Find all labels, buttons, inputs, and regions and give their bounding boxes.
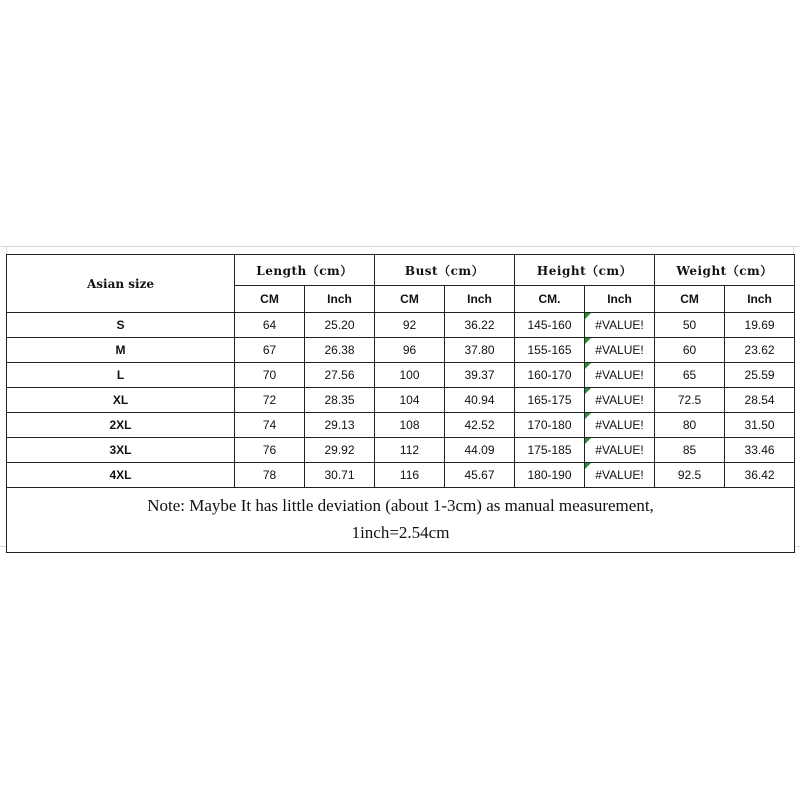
cell-length-cm: 64	[235, 313, 305, 338]
cell-weight-in: 31.50	[725, 413, 795, 438]
cell-height-in: #VALUE!	[585, 463, 655, 488]
cell-weight-cm: 85	[655, 438, 725, 463]
corner-label: Asian size	[7, 255, 235, 313]
cell-height-cm: 170-180	[515, 413, 585, 438]
table-row	[7, 463, 795, 488]
cell-weight-in: 36.42	[725, 463, 795, 488]
group-header-row	[7, 255, 795, 286]
cell-weight-cm: 92.5	[655, 463, 725, 488]
cell-bust-cm: 104	[375, 388, 445, 413]
cell-bust-in: 37.80	[445, 338, 515, 363]
cell-bust-cm: 96	[375, 338, 445, 363]
cell-height-in: #VALUE!	[585, 413, 655, 438]
cell-weight-cm: 60	[655, 338, 725, 363]
cell-weight-cm: 65	[655, 363, 725, 388]
cell-bust-in: 42.52	[445, 413, 515, 438]
cell-height-cm: 145-160	[515, 313, 585, 338]
subheader-length-cm: CM	[235, 286, 305, 313]
subheader-weight-cm: CM	[655, 286, 725, 313]
cell-height-in: #VALUE!	[585, 388, 655, 413]
cell-bust-in: 40.94	[445, 388, 515, 413]
size-label: L	[7, 363, 235, 388]
subheader-weight-inch: Inch	[725, 286, 795, 313]
note-conversion: 1inch=2.54cm	[351, 523, 450, 542]
cell-height-cm: 165-175	[515, 388, 585, 413]
cell-weight-in: 23.62	[725, 338, 795, 363]
cell-bust-cm: 116	[375, 463, 445, 488]
cell-bust-cm: 92	[375, 313, 445, 338]
cell-bust-in: 45.67	[445, 463, 515, 488]
cell-bust-in: 44.09	[445, 438, 515, 463]
cell-height-in: #VALUE!	[585, 438, 655, 463]
cell-length-in: 26.38	[305, 338, 375, 363]
cell-bust-in: 36.22	[445, 313, 515, 338]
table-row	[7, 438, 795, 463]
cell-length-cm: 78	[235, 463, 305, 488]
cell-bust-cm: 108	[375, 413, 445, 438]
cell-length-cm: 76	[235, 438, 305, 463]
table-row	[7, 338, 795, 363]
note-cell	[7, 488, 795, 553]
table-row	[7, 313, 795, 338]
group-header-length: Length（cm）	[235, 255, 375, 286]
note-text: Note: Maybe It has little deviation (about 1-3cm) as manual measurement,	[147, 496, 654, 515]
cell-height-cm: 160-170	[515, 363, 585, 388]
cell-length-in: 30.71	[305, 463, 375, 488]
cell-weight-cm: 50	[655, 313, 725, 338]
cell-length-cm: 74	[235, 413, 305, 438]
cell-height-cm: 180-190	[515, 463, 585, 488]
cell-length-in: 29.13	[305, 413, 375, 438]
cell-bust-cm: 100	[375, 363, 445, 388]
table-row	[7, 363, 795, 388]
table-row	[7, 388, 795, 413]
group-header-weight: Weight（cm）	[655, 255, 795, 286]
cell-height-in: #VALUE!	[585, 313, 655, 338]
size-chart-table	[6, 254, 795, 553]
group-header-height: Height（cm）	[515, 255, 655, 286]
cell-weight-in: 19.69	[725, 313, 795, 338]
cell-weight-cm: 72.5	[655, 388, 725, 413]
table-row	[7, 413, 795, 438]
cell-weight-in: 25.59	[725, 363, 795, 388]
cell-length-cm: 70	[235, 363, 305, 388]
cell-length-in: 25.20	[305, 313, 375, 338]
subheader-length-inch: Inch	[305, 286, 375, 313]
cell-length-cm: 67	[235, 338, 305, 363]
size-label: M	[7, 338, 235, 363]
cell-height-cm: 155-165	[515, 338, 585, 363]
sheet-gridline	[0, 246, 800, 247]
cell-length-in: 27.56	[305, 363, 375, 388]
size-label: 4XL	[7, 463, 235, 488]
cell-height-in: #VALUE!	[585, 363, 655, 388]
cell-length-in: 29.92	[305, 438, 375, 463]
cell-weight-cm: 80	[655, 413, 725, 438]
subheader-height-cm: CM.	[515, 286, 585, 313]
size-label: 3XL	[7, 438, 235, 463]
group-header-bust: Bust（cm）	[375, 255, 515, 286]
note-row	[7, 488, 795, 553]
subheader-height-inch: Inch	[585, 286, 655, 313]
size-label: 2XL	[7, 413, 235, 438]
cell-weight-in: 33.46	[725, 438, 795, 463]
cell-height-in: #VALUE!	[585, 338, 655, 363]
size-label: S	[7, 313, 235, 338]
cell-length-cm: 72	[235, 388, 305, 413]
cell-length-in: 28.35	[305, 388, 375, 413]
cell-bust-cm: 112	[375, 438, 445, 463]
cell-bust-in: 39.37	[445, 363, 515, 388]
size-label: XL	[7, 388, 235, 413]
subheader-bust-inch: Inch	[445, 286, 515, 313]
cell-height-cm: 175-185	[515, 438, 585, 463]
cell-weight-in: 28.54	[725, 388, 795, 413]
subheader-bust-cm: CM	[375, 286, 445, 313]
